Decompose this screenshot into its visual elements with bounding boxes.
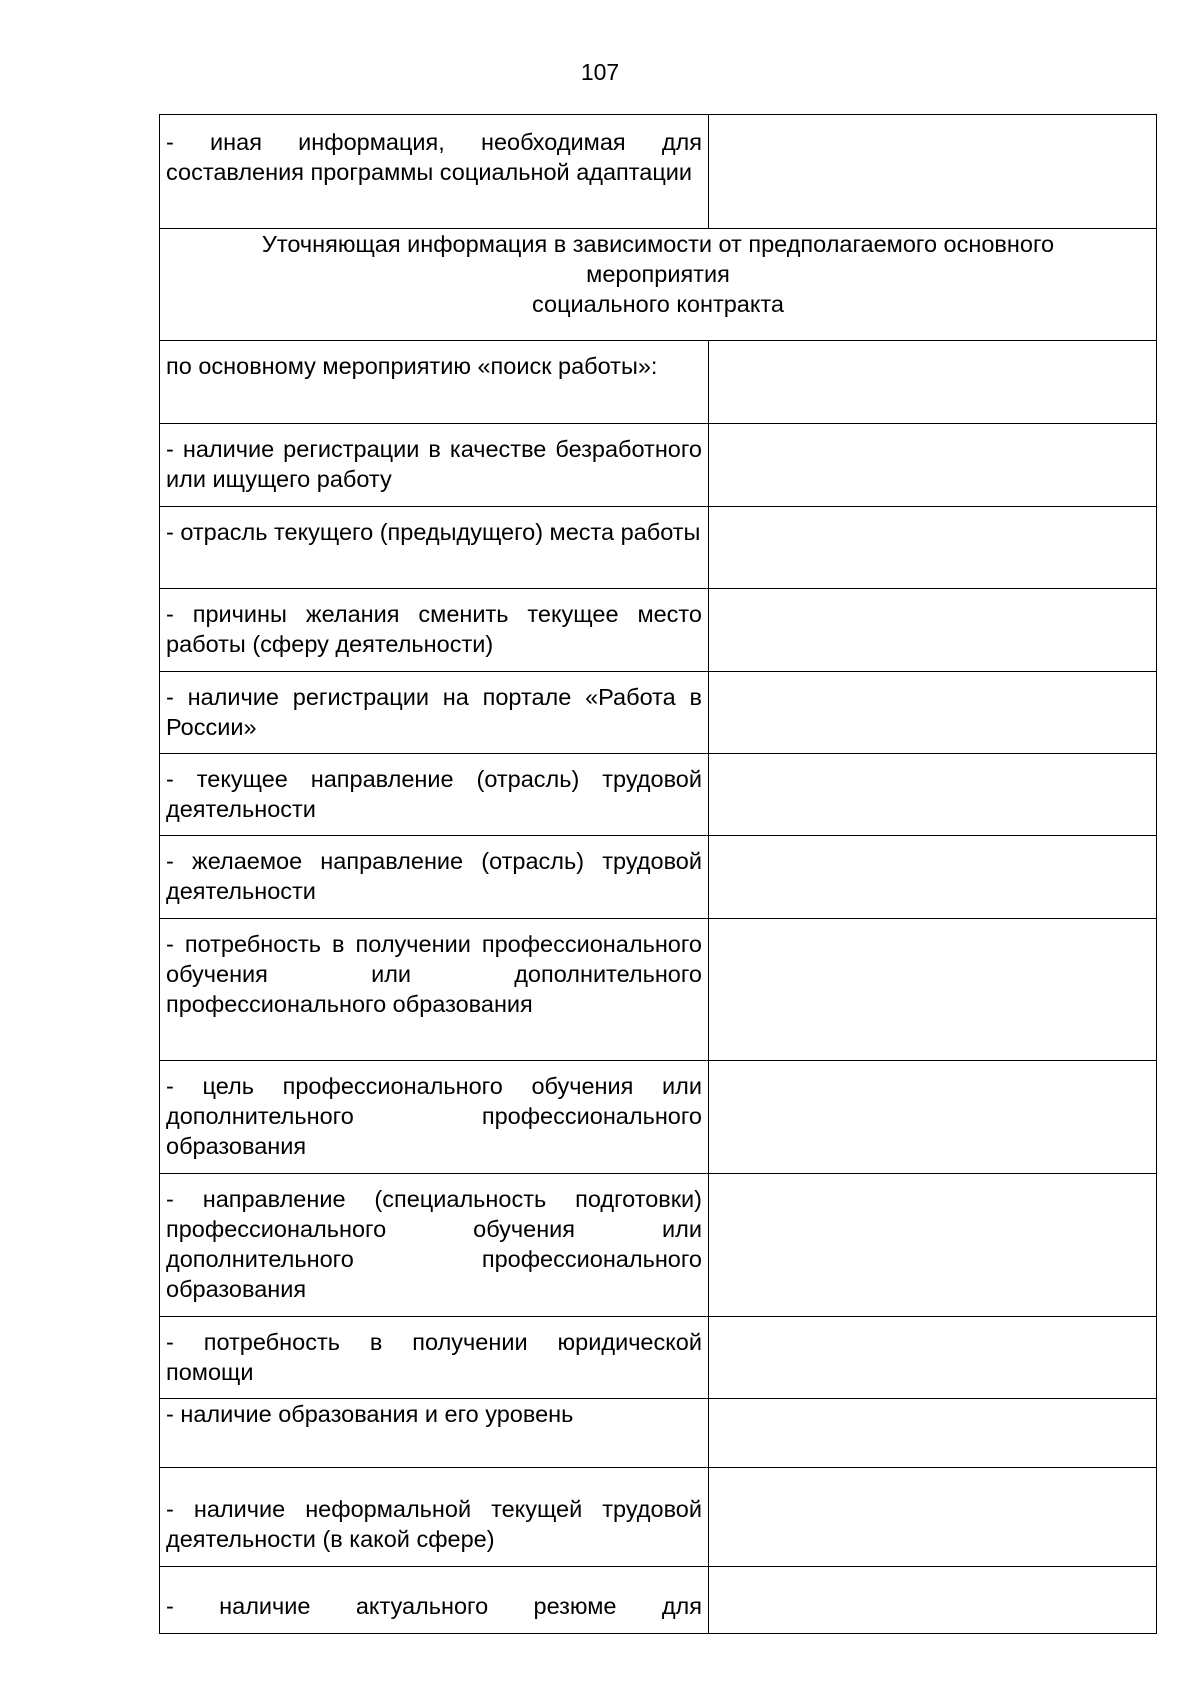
table-row xyxy=(160,1317,1157,1399)
row-value xyxy=(709,672,1157,754)
table-row xyxy=(160,1174,1157,1317)
table-row xyxy=(160,919,1157,1061)
row-label: - наличие неформальной текущей трудовой деятельности (в какой сфере) xyxy=(160,1468,709,1567)
table-row xyxy=(160,754,1157,836)
row-value xyxy=(709,1567,1157,1634)
row-label: - наличие образования и его уровень xyxy=(160,1399,709,1468)
row-label: - причины желания сменить текущее место работы (сферу деятельности) xyxy=(160,589,709,672)
row-label: по основному мероприятию «поиск работы»: xyxy=(160,341,709,424)
table-row xyxy=(160,341,1157,424)
table-row xyxy=(160,1468,1157,1567)
table-row xyxy=(160,589,1157,672)
row-label: - потребность в получении профессионального обучения или дополнительного профессионального образования xyxy=(160,919,709,1061)
row-value xyxy=(709,754,1157,836)
row-label: - желаемое направление (отрасль) трудовой деятельности xyxy=(160,836,709,919)
information-form-table xyxy=(159,114,1157,1634)
section-heading-line-1: Уточняющая информация в зависимости от предполагаемого основного xyxy=(261,231,1055,257)
section-heading-row xyxy=(160,229,1157,341)
row-label: - наличие регистрации в качестве безработного или ищущего работу xyxy=(160,424,709,507)
section-heading-line-2: мероприятия xyxy=(586,261,730,287)
row-label: - цель профессионального обучения или дополнительного профессионального образования xyxy=(160,1061,709,1174)
row-label: - направление (специальность подготовки) профессионального обучения или дополнительного профессионального образования xyxy=(160,1174,709,1317)
section-heading xyxy=(160,229,1157,341)
table-row xyxy=(160,1399,1157,1468)
row-value xyxy=(709,1399,1157,1468)
table-row xyxy=(160,1061,1157,1174)
row-value xyxy=(709,1174,1157,1317)
row-value xyxy=(709,424,1157,507)
row-value xyxy=(709,507,1157,589)
row-value xyxy=(709,1317,1157,1399)
row-label: - иная информация, необходимая для составления программы социальной адаптации xyxy=(160,115,709,229)
row-value xyxy=(709,1061,1157,1174)
row-value xyxy=(709,1468,1157,1567)
row-value xyxy=(709,589,1157,672)
row-label: - текущее направление (отрасль) трудовой деятельности xyxy=(160,754,709,836)
row-label: - наличие регистрации на портале «Работа в России» xyxy=(160,672,709,754)
row-value xyxy=(709,919,1157,1061)
table-row xyxy=(160,507,1157,589)
row-value xyxy=(709,115,1157,229)
row-label: - наличие актуального резюме для xyxy=(160,1567,709,1634)
table-row xyxy=(160,1567,1157,1634)
table-row xyxy=(160,672,1157,754)
table-row xyxy=(160,424,1157,507)
table-row xyxy=(160,836,1157,919)
section-heading-line-3: социального контракта xyxy=(531,291,784,317)
row-label: - потребность в получении юридической помощи xyxy=(160,1317,709,1399)
row-label: - отрасль текущего (предыдущего) места работы xyxy=(160,507,709,589)
row-value xyxy=(709,836,1157,919)
page-number: 107 xyxy=(580,59,620,85)
table-row xyxy=(160,115,1157,229)
row-value xyxy=(709,341,1157,424)
